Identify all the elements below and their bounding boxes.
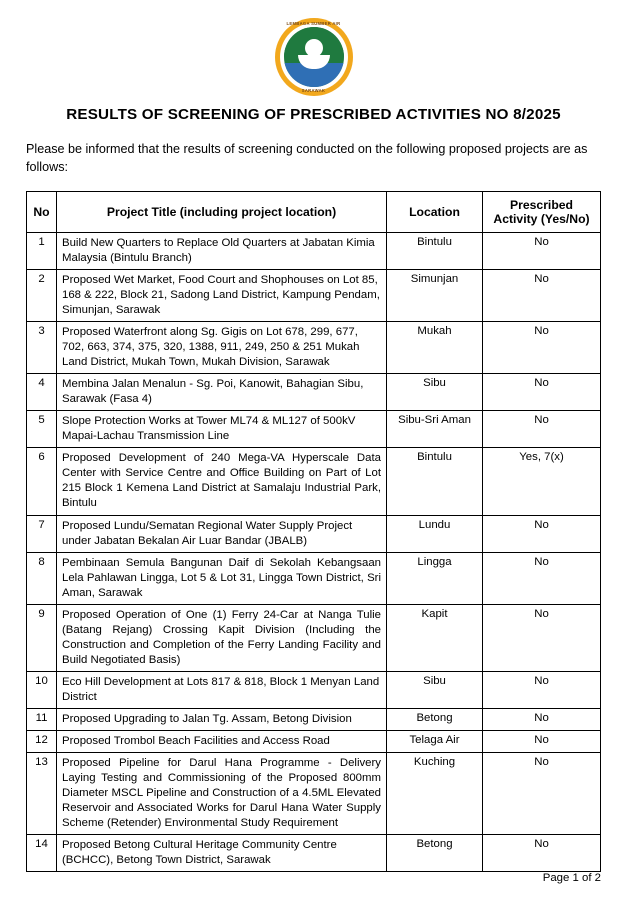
page-title: RESULTS OF SCREENING OF PRESCRIBED ACTIVITIES NO 8/2025 <box>66 106 561 123</box>
cell-location: Lundu <box>387 515 483 552</box>
cell-project-title: Membina Jalan Menalun - Sg. Poi, Kanowit, Bahagian Sibu, Sarawak (Fasa 4) <box>57 374 387 411</box>
intro-paragraph: Please be informed that the results of screening conducted on the following proposed projects are as follows: <box>26 142 588 174</box>
cell-prescribed-activity: No <box>483 232 601 269</box>
cell-prescribed-activity: No <box>483 269 601 321</box>
cell-prescribed-activity: No <box>483 552 601 604</box>
cell-location: Sibu-Sri Aman <box>387 411 483 448</box>
cell-project-title: Build New Quarters to Replace Old Quarters at Jabatan Kimia Malaysia (Bintulu Branch) <box>57 232 387 269</box>
table-row <box>27 552 601 604</box>
table-row <box>27 709 601 731</box>
table-body <box>27 232 601 872</box>
cell-project-title: Proposed Upgrading to Jalan Tg. Assam, Betong Division <box>57 709 387 731</box>
logo-container <box>26 18 601 96</box>
table-row <box>27 731 601 753</box>
page-footer: Page 1 of 2 <box>542 872 601 884</box>
cell-project-title: Proposed Operation of One (1) Ferry 24-Car at Nanga Tulie (Batang Rejang) Crossing Kapit Division (Including the Construction and Completion of the Ferry Landing Facility and Build Negotiated Basis) <box>57 604 387 671</box>
cell-project-title: Proposed Wet Market, Food Court and Shophouses on Lot 85, 168 & 222, Block 21, Sadong Land District, Kampung Pendam, Simunjan, Sarawak <box>57 269 387 321</box>
table-header <box>27 191 601 232</box>
cell-prescribed-activity: No <box>483 753 601 835</box>
cell-prescribed-activity: No <box>483 604 601 671</box>
table-header-row <box>27 191 601 232</box>
table-row <box>27 411 601 448</box>
cell-location: Betong <box>387 709 483 731</box>
cell-project-title: Proposed Development of 240 Mega-VA Hyperscale Data Center with Service Centre and Office Building on Part of Lot 215 Block 1 Kemena Land District at Samalaju Industrial Park, Bintulu <box>57 448 387 515</box>
cell-no: 4 <box>27 374 57 411</box>
cell-no: 11 <box>27 709 57 731</box>
cell-prescribed-activity: No <box>483 321 601 373</box>
cell-project-title: Eco Hill Development at Lots 817 & 818, Block 1 Menyan Land District <box>57 671 387 708</box>
cell-no: 14 <box>27 835 57 872</box>
table-row <box>27 604 601 671</box>
cell-prescribed-activity: No <box>483 374 601 411</box>
logo-bottom-text: SARAWAK <box>301 88 326 93</box>
cell-location: Sibu <box>387 374 483 411</box>
header-location: Location <box>387 191 483 232</box>
cell-location: Telaga Air <box>387 731 483 753</box>
cell-project-title: Proposed Trombol Beach Facilities and Access Road <box>57 731 387 753</box>
header-no: No <box>27 191 57 232</box>
cell-prescribed-activity: No <box>483 671 601 708</box>
header-project-title: Project Title (including project location) <box>57 191 387 232</box>
cell-project-title: Proposed Pipeline for Darul Hana Programme - Delivery Laying Testing and Commissioning of the Proposed 800mm Diameter MSCL Pipeline and Construction of a 4.5ML Elevated Reservoir and Associated Works for Darul Hana Water Supply Scheme (Retender) Environmental Study Requirement <box>57 753 387 835</box>
cell-location: Betong <box>387 835 483 872</box>
table-row <box>27 515 601 552</box>
cell-no: 3 <box>27 321 57 373</box>
cell-no: 10 <box>27 671 57 708</box>
cell-no: 7 <box>27 515 57 552</box>
cell-location: Simunjan <box>387 269 483 321</box>
table-row <box>27 321 601 373</box>
cell-project-title: Proposed Betong Cultural Heritage Community Centre (BCHCC), Betong Town District, Sarawak <box>57 835 387 872</box>
cell-prescribed-activity: No <box>483 731 601 753</box>
table-row <box>27 448 601 515</box>
cell-location: Mukah <box>387 321 483 373</box>
cell-prescribed-activity: No <box>483 515 601 552</box>
table-row <box>27 671 601 708</box>
table-row <box>27 269 601 321</box>
agency-logo-icon <box>275 18 353 96</box>
cell-prescribed-activity: Yes, 7(x) <box>483 448 601 515</box>
table-row <box>27 232 601 269</box>
cell-no: 1 <box>27 232 57 269</box>
cell-project-title: Proposed Waterfront along Sg. Gigis on Lot 678, 299, 677, 702, 663, 374, 375, 320, 1388, 911, 249, 250 & 251 Mukah Land District, Mukah Town, Mukah Division, Sarawak <box>57 321 387 373</box>
cell-prescribed-activity: No <box>483 709 601 731</box>
cell-prescribed-activity: No <box>483 835 601 872</box>
screening-results-table <box>26 191 601 873</box>
table-row <box>27 374 601 411</box>
cell-location: Sibu <box>387 671 483 708</box>
cell-location: Lingga <box>387 552 483 604</box>
cell-no: 8 <box>27 552 57 604</box>
cell-location: Kapit <box>387 604 483 671</box>
cell-location: Bintulu <box>387 448 483 515</box>
cell-no: 9 <box>27 604 57 671</box>
logo-emblem <box>284 27 344 87</box>
cell-no: 2 <box>27 269 57 321</box>
cell-project-title: Proposed Lundu/Sematan Regional Water Supply Project under Jabatan Bekalan Air Luar Bandar (JBALB) <box>57 515 387 552</box>
cell-no: 6 <box>27 448 57 515</box>
header-prescribed-activity: Prescribed Activity (Yes/No) <box>483 191 601 232</box>
cell-prescribed-activity: No <box>483 411 601 448</box>
cell-location: Kuching <box>387 753 483 835</box>
table-row <box>27 753 601 835</box>
cell-project-title: Slope Protection Works at Tower ML74 & ML127 of 500kV Mapai-Lachau Transmission Line <box>57 411 387 448</box>
cell-no: 12 <box>27 731 57 753</box>
cell-no: 5 <box>27 411 57 448</box>
table-row <box>27 835 601 872</box>
logo-top-text: LEMBAGA SUMBER AIR <box>286 21 341 26</box>
cell-no: 13 <box>27 753 57 835</box>
cell-location: Bintulu <box>387 232 483 269</box>
cell-project-title: Pembinaan Semula Bangunan Daif di Sekolah Kebangsaan Lela Pahlawan Lingga, Lot 5 & Lot 31, Lingga Town District, Sri Aman, Sarawak <box>57 552 387 604</box>
